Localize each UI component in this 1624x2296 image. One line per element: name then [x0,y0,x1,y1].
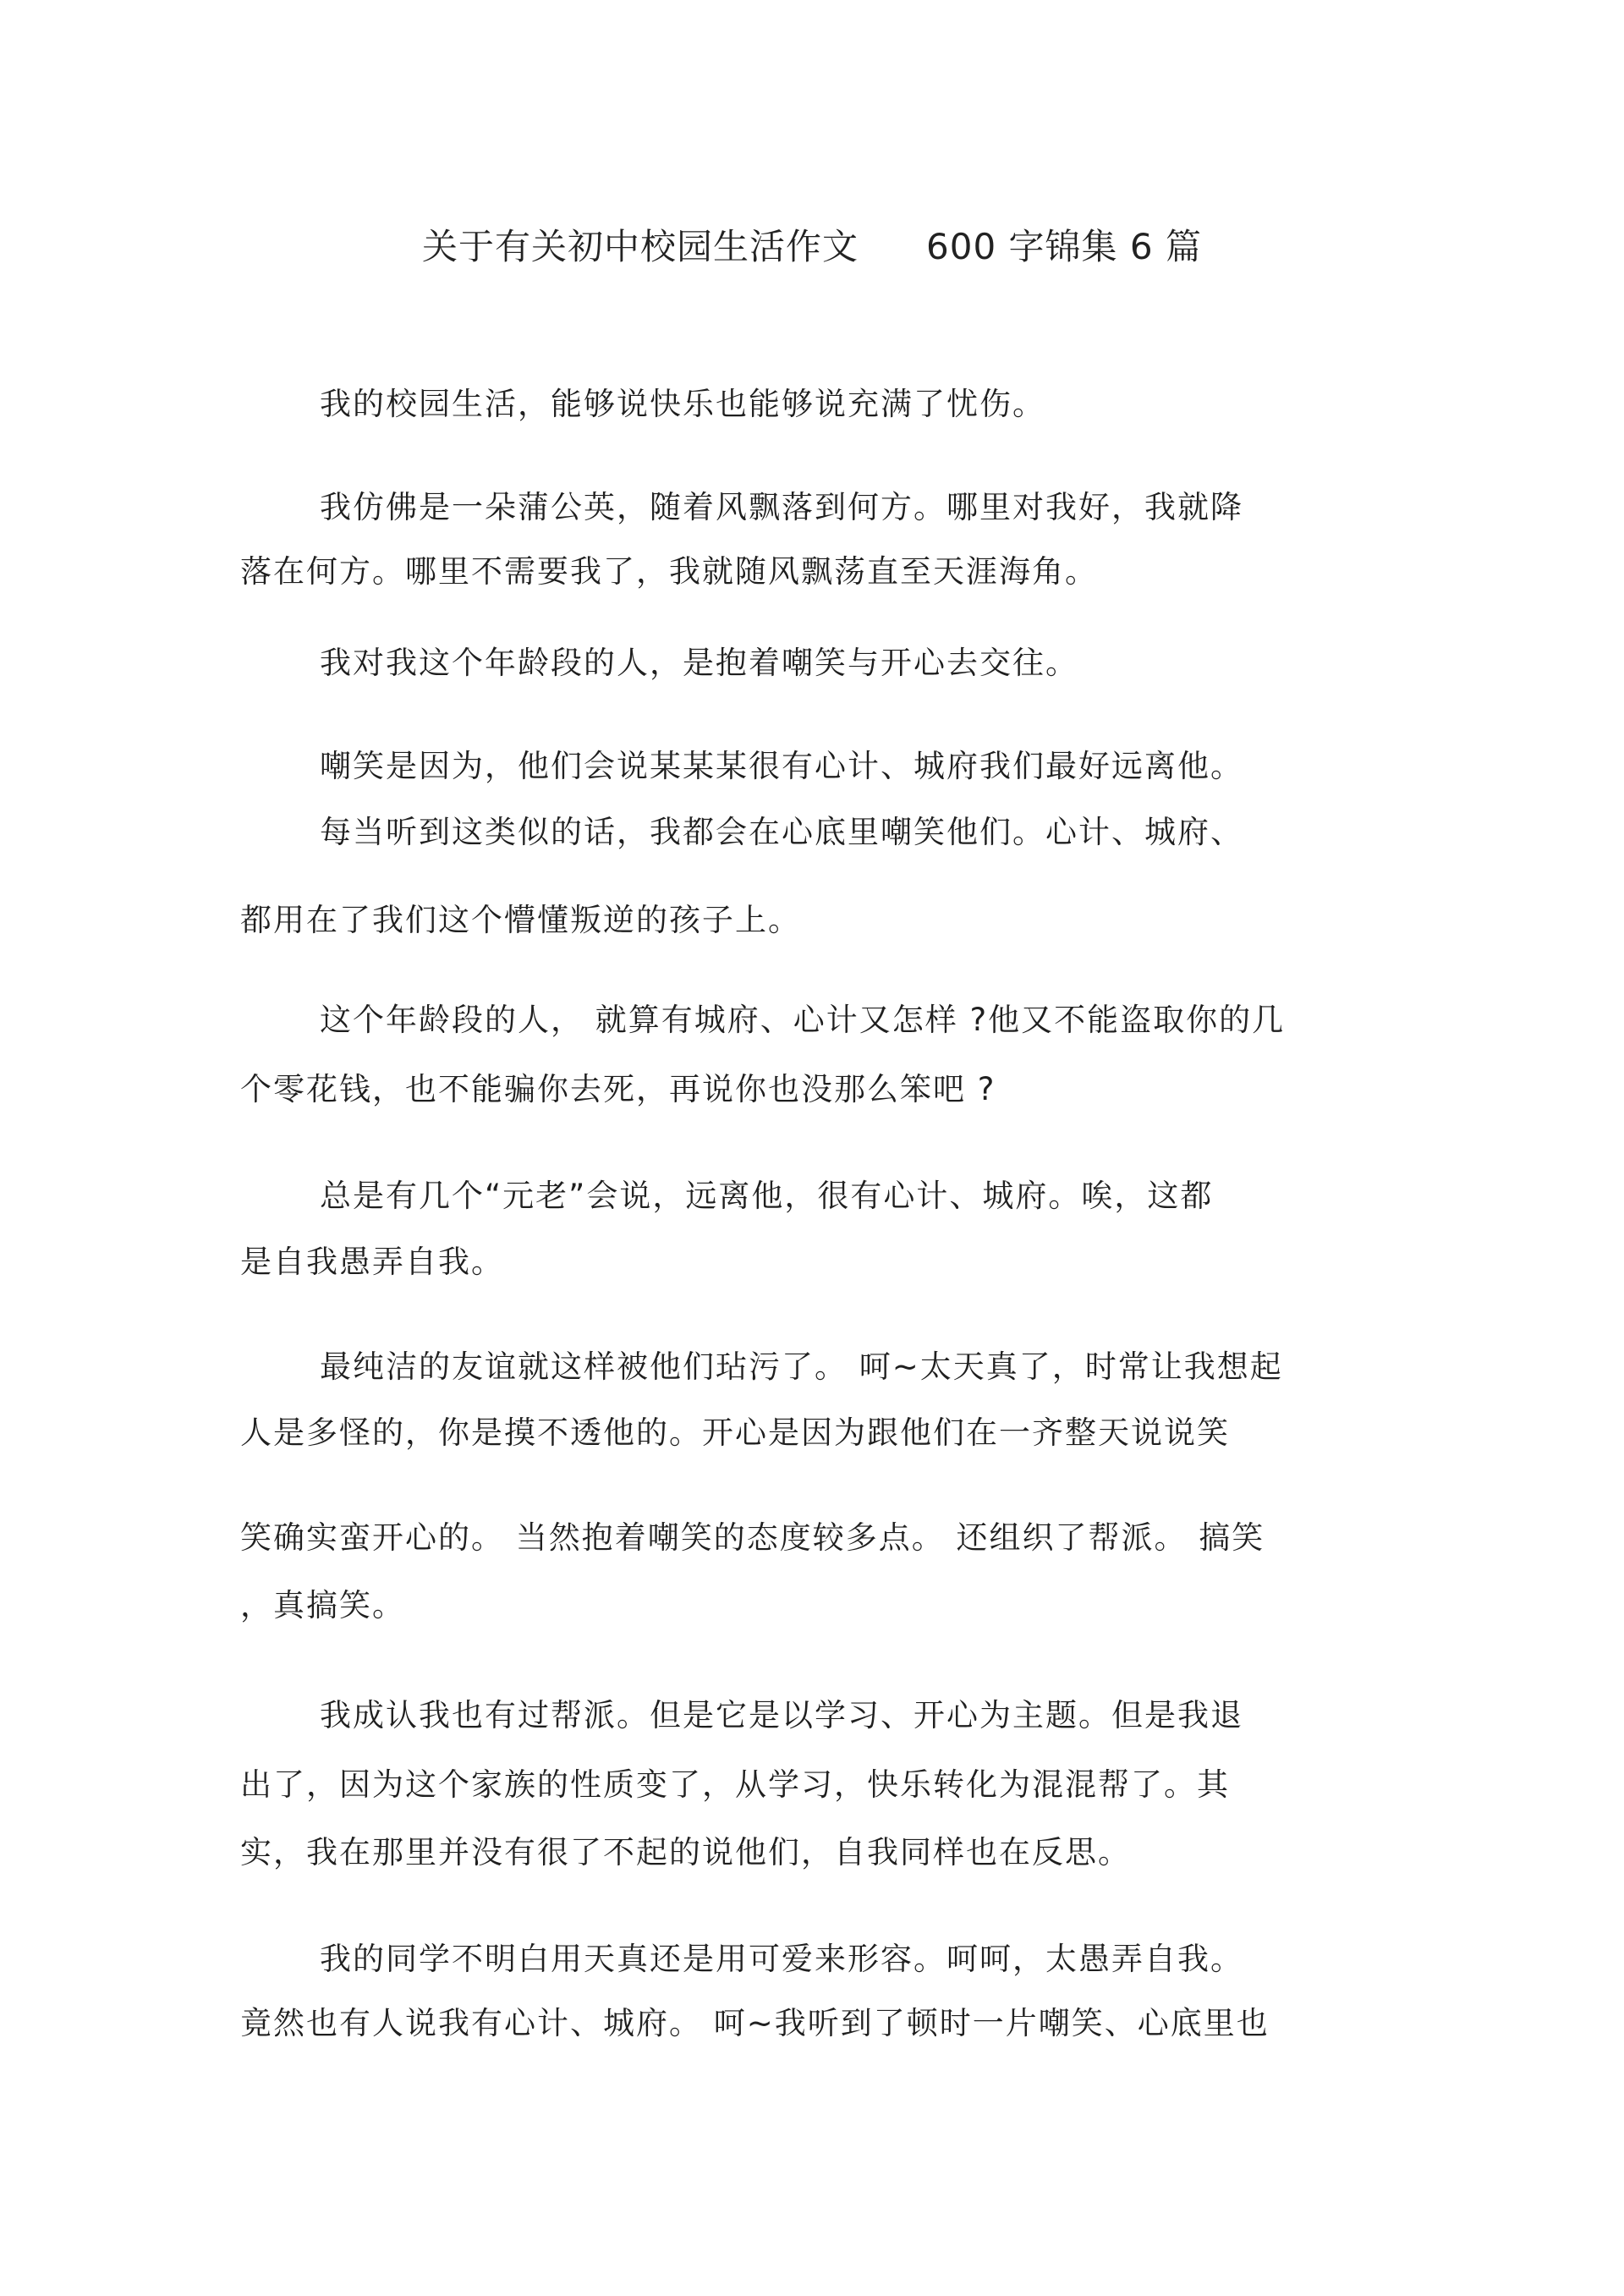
title-main: 关于有关初中校园生活作文 [422,226,859,267]
text-line: 都用在了我们这个懵懂叛逆的孩子上。 [240,902,801,938]
text-line: 我的校园生活，能够说快乐也能够说充满了忧伤。 [320,386,1045,422]
text-line: 嘲笑是因为，他们会说某某某很有心计、城府我们最好远离他。 [320,748,1243,784]
text-line: 我的同学不明白用天真还是用可爱来形容。呵呵，太愚弄自我。 [320,1941,1243,1977]
text-line: 每当听到这类似的话，我都会在心底里嘲笑他们。心计、城府、 [320,814,1243,850]
text-line: 这个年龄段的人， 就算有城府、心计又怎样 ?他又不能盗取你的几 [320,1002,1286,1038]
text-line: ，真搞笑。 [240,1587,405,1623]
title-suffix: 600 字锦集 6 篇 [926,226,1202,267]
text-line: 落在何方。哪里不需要我了，我就随风飘荡直至天涯海角。 [240,553,1098,590]
text-line: 我成认我也有过帮派。但是它是以学习、开心为主题。但是我退 [320,1697,1243,1733]
text-line: 竟然也有人说我有心计、城府。 呵~我听到了顿时一片嘲笑、心底里也 [240,2005,1270,2041]
text-line: 出了，因为这个家族的性质变了，从学习，快乐转化为混混帮了。其 [240,1766,1230,1803]
text-line: 实，我在那里并没有很了不起的说他们，自我同样也在反思。 [240,1834,1131,1870]
text-line: 是自我愚弄自我。 [240,1244,504,1280]
text-line: 人是多怪的，你是摸不透他的。开心是因为跟他们在一齐整天说说笑 [240,1414,1230,1451]
text-line: 个零花钱，也不能骗你去死，再说你也没那么笨吧 ? [240,1071,996,1107]
text-line: 最纯洁的友谊就这样被他们玷污了。 呵~太天真了，时常让我想起 [320,1348,1283,1385]
text-line: 我仿佛是一朵蒲公英，随着风飘落到何方。哪里对我好，我就降 [320,489,1243,525]
text-line: 笑确实蛮开心的。 当然抱着嘲笑的态度较多点。 还组织了帮派。 搞笑 [240,1519,1265,1556]
text-line: 总是有几个“元老”会说，远离他，很有心计、城府。唉，这都 [320,1178,1214,1214]
document-title [0,222,1624,272]
text-line: 我对我这个年龄段的人，是抱着嘲笑与开心去交往。 [320,645,1078,681]
